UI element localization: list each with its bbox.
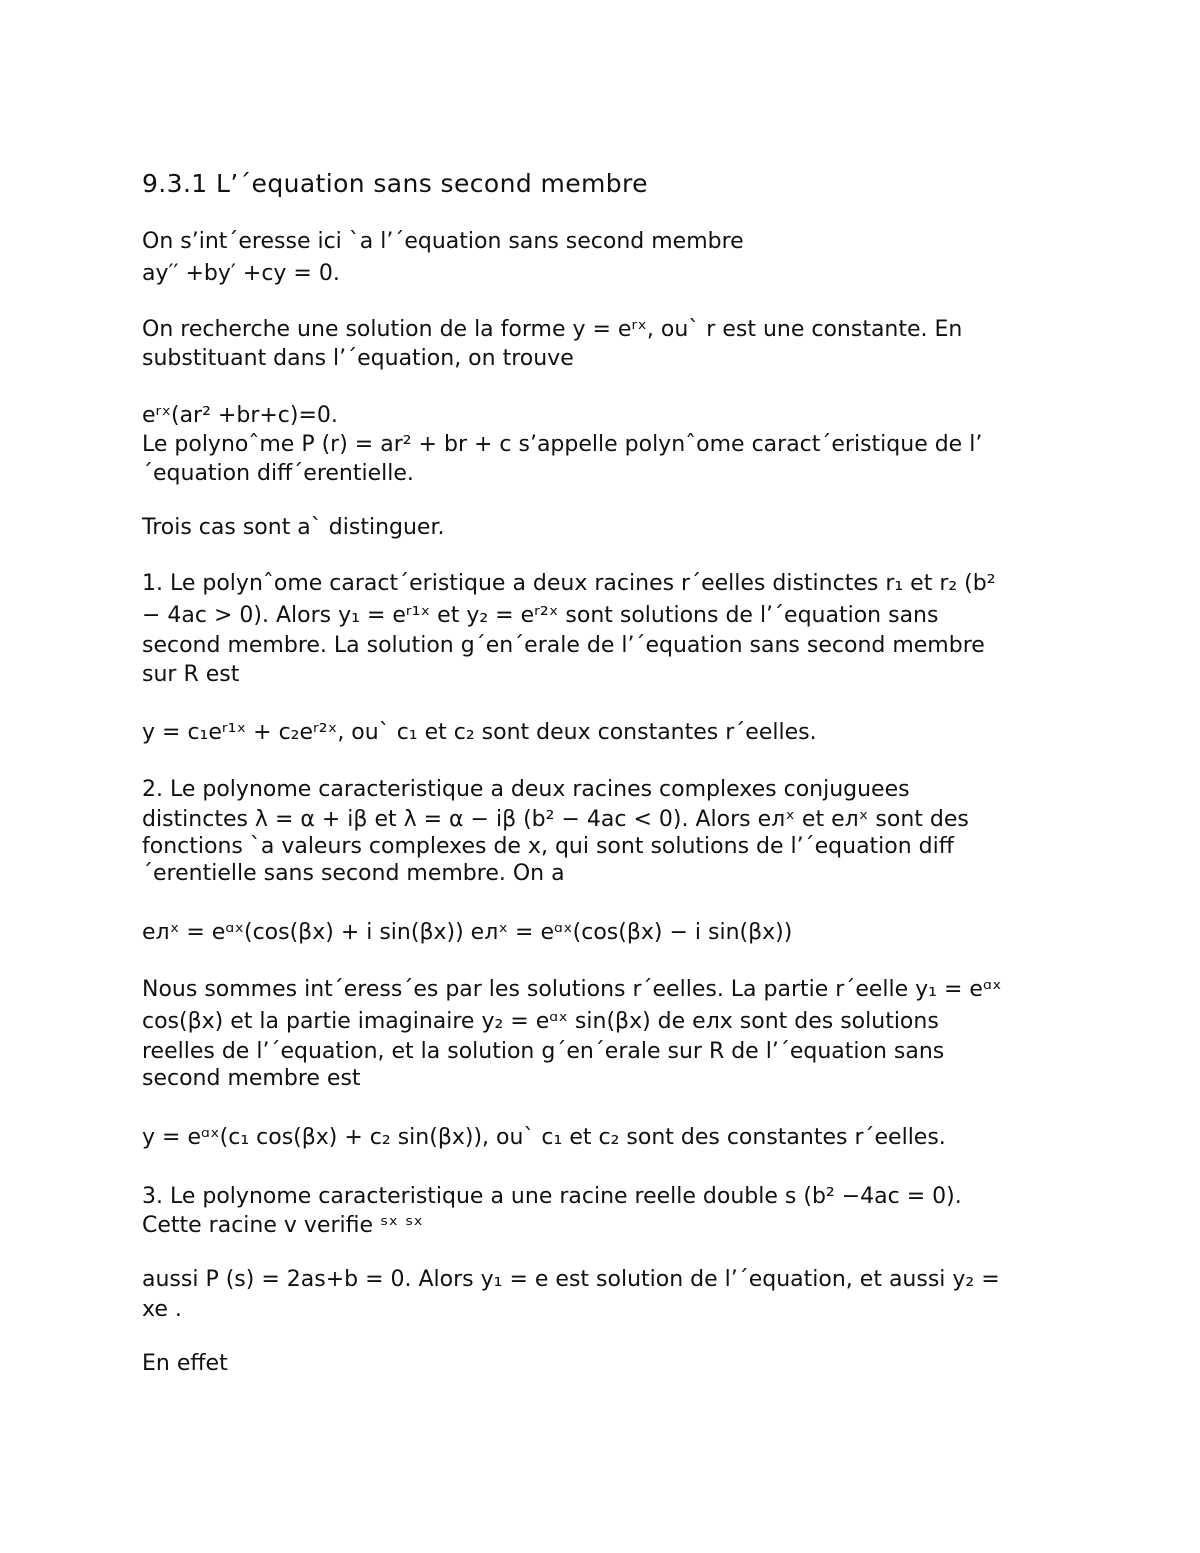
case2-line-2: distinctes λ = α + iβ et λ = α − iβ (b² − 4ac < 0). Alors eᴫˣ et eᴫˣ sont des (142, 807, 969, 832)
case2-line-9: second membre est (142, 1066, 361, 1091)
case1-line-1: 1. Le polynˆome caract´eristique a deux racines r´eelles distinctes r₁ et r₂ (b² (142, 571, 996, 596)
case1-solution: y = c₁eʳ¹ˣ + c₂eʳ²ˣ, ou` c₁ et c₂ sont deux constantes r´eelles. (142, 720, 817, 745)
case3-line-1: 3. Le polynome caracteristique a une racine reelle double s (b² −4ac = 0). (142, 1184, 962, 1209)
text-line-8: Trois cas sont a` distinguer. (142, 515, 445, 540)
text-line-6: Le polynoˆme P (r) = ar² + br + c s’appelle polynˆome caract´eristique de l’ (142, 432, 983, 457)
text-line-7: ´equation diff´erentielle. (142, 461, 414, 486)
equation-homogeneous: ay′′ +by′ +cy = 0. (142, 261, 340, 286)
case1-line-4: sur R est (142, 662, 240, 687)
text-last-line: En effet (142, 1351, 228, 1376)
text-line-1: On s’int´eresse ici `a l’´equation sans second membre (142, 229, 744, 254)
case3-line-2: Cette racine v verifie ˢˣ ˢˣ (142, 1213, 423, 1238)
case2-euler-equations: eᴫˣ = eᵅˣ(cos(βx) + i sin(βx)) eᴫˣ = eᵅˣ(cos(βx) − i sin(βx)) (142, 920, 793, 945)
case2-line-3: fonctions `a valeurs complexes de x, qui sont solutions de l’´equation diff (142, 834, 954, 859)
case2-line-7: cos(βx) et la partie imaginaire y₂ = eᵅˣ sin(βx) de eᴫx sont des solutions (142, 1009, 939, 1034)
text-line-3: On recherche une solution de la forme y = eʳˣ, ou` r est une constante. En (142, 317, 963, 342)
case3-line-3: aussi P (s) = 2as+b = 0. Alors y₁ = e est solution de l’´equation, et aussi y₂ = (142, 1267, 1000, 1292)
text-line-4: substituant dans l’´equation, on trouve (142, 346, 574, 371)
case2-line-4: ´erentielle sans second membre. On a (142, 861, 565, 886)
case2-line-6: Nous sommes int´eress´es par les solutions r´eelles. La partie r´eelle y₁ = eᵅˣ (142, 977, 1002, 1002)
case2-line-1: 2. Le polynome caracteristique a deux racines complexes conjuguees (142, 777, 910, 802)
equation-substituted: eʳˣ(ar² +br+c)=0. (142, 403, 338, 428)
case1-line-2: − 4ac > 0). Alors y₁ = eʳ¹ˣ et y₂ = eʳ²ˣ sont solutions de l’´equation sans (142, 603, 939, 628)
section-title: 9.3.1 L’´equation sans second membre (142, 169, 648, 198)
case2-solution: y = eᵅˣ(c₁ cos(βx) + c₂ sin(βx)), ou` c₁ et c₂ sont des constantes r´eelles. (142, 1125, 946, 1150)
case2-line-8: reelles de l’´equation, et la solution g´en´erale sur R de l’´equation sans (142, 1039, 945, 1064)
case1-line-3: second membre. La solution g´en´erale de l’´equation sans second membre (142, 633, 985, 658)
case3-line-4: xe . (142, 1297, 182, 1322)
